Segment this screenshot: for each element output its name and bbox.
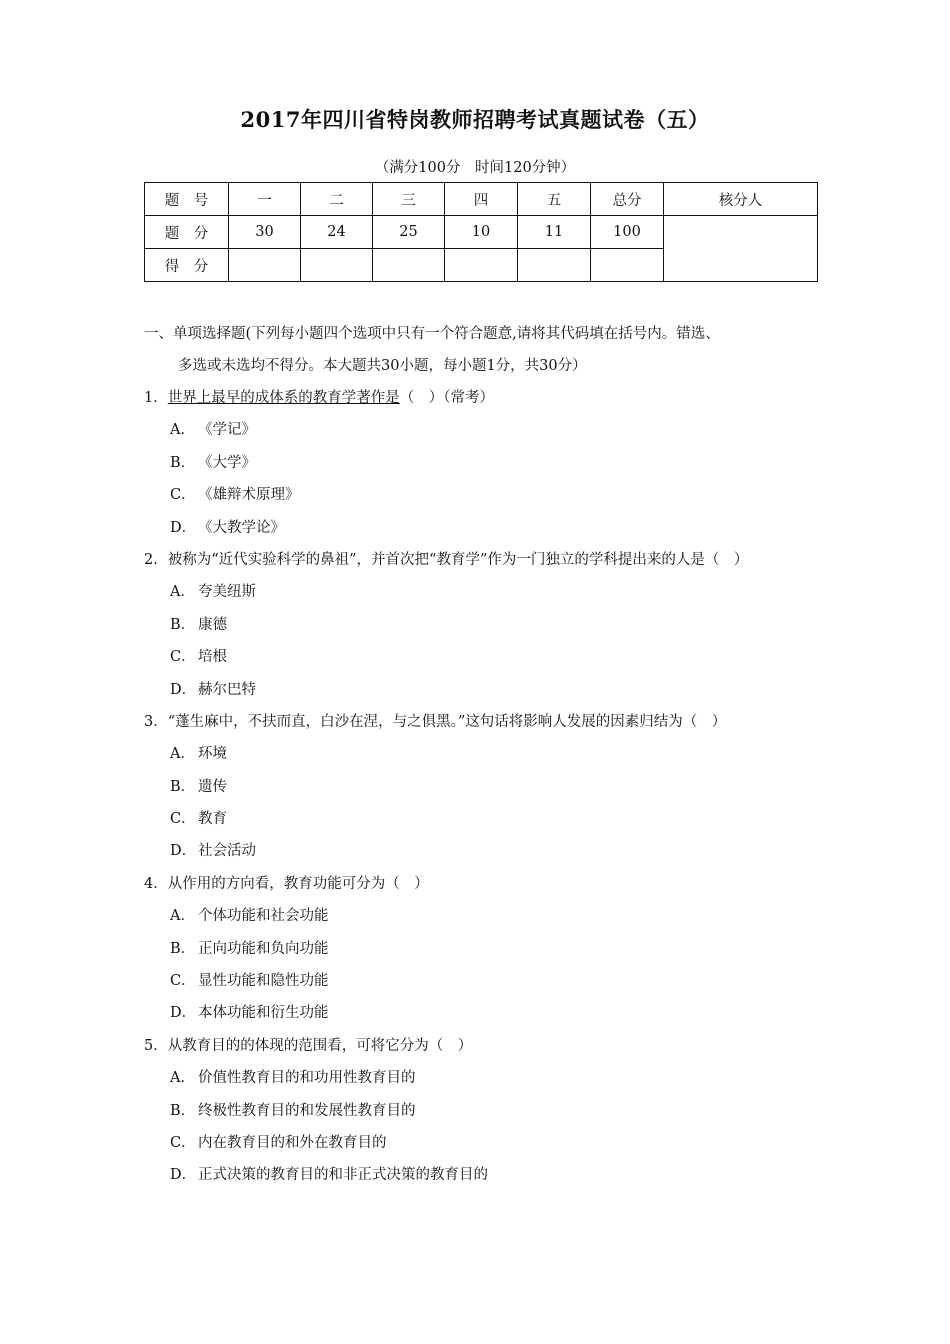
score-entry-cell[interactable] <box>229 249 301 282</box>
option-d[interactable] <box>144 512 824 544</box>
option-text: 价值性教育目的和功用性教育目的 <box>198 1070 416 1087</box>
score-entry-cell[interactable] <box>301 249 373 282</box>
header-cell: 三 <box>373 183 445 216</box>
question-item <box>144 1030 824 1192</box>
option-letter: C． <box>170 973 196 990</box>
points-cell: 25 <box>373 216 445 249</box>
exam-subtitle: （满分100分 时间120分钟） <box>374 160 576 176</box>
section-instructions-line1: 一、单项选择题(下列每小题四个选项中只有一个符合题意,请将其代码填在括号内。错选、 <box>144 326 720 342</box>
option-text: 遗传 <box>198 778 227 795</box>
score-label-cell: 得 分 <box>145 249 229 282</box>
option-a[interactable] <box>144 576 824 608</box>
score-entry-cell[interactable] <box>591 249 664 282</box>
option-c[interactable] <box>144 1127 824 1159</box>
option-c[interactable] <box>144 479 824 511</box>
option-b[interactable] <box>144 447 824 479</box>
option-text: 教育 <box>198 811 227 828</box>
question-stem-text: “蓬生麻中，不扶而直，白沙在涅，与之俱黑。”这句话将影响人发展的因素归结为（ ） <box>167 713 727 730</box>
option-text: 赫尔巴特 <box>198 681 256 698</box>
option-text: 个体功能和社会功能 <box>198 908 329 925</box>
question-list <box>144 382 824 1192</box>
header-cell: 总分 <box>591 183 664 216</box>
option-b[interactable] <box>144 933 824 965</box>
score-entry-cell[interactable] <box>373 249 445 282</box>
points-cell: 11 <box>518 216 591 249</box>
option-b[interactable] <box>144 1095 824 1127</box>
option-a[interactable] <box>144 414 824 446</box>
option-a[interactable] <box>144 738 824 770</box>
question-item <box>144 382 824 544</box>
header-cell: 四 <box>445 183 518 216</box>
question-item <box>144 868 824 1030</box>
option-d[interactable] <box>144 997 824 1029</box>
option-letter: C． <box>170 487 196 504</box>
points-cell: 10 <box>445 216 518 249</box>
option-text: 环境 <box>198 746 227 763</box>
option-c[interactable] <box>144 965 824 997</box>
option-d[interactable] <box>144 1159 824 1191</box>
option-c[interactable] <box>144 641 824 673</box>
points-cell: 题 分 <box>145 216 229 249</box>
option-text: 康德 <box>198 616 227 633</box>
score-table-points-row <box>145 216 818 249</box>
option-letter: A． <box>170 422 195 439</box>
option-letter: B． <box>170 1102 196 1119</box>
option-text: 《大学》 <box>198 454 256 471</box>
option-letter: B． <box>170 616 196 633</box>
question-item <box>144 544 824 706</box>
option-c[interactable] <box>144 803 824 835</box>
option-d[interactable] <box>144 674 824 706</box>
option-b[interactable] <box>144 609 824 641</box>
option-letter: C． <box>170 811 196 828</box>
option-letter: C． <box>170 1134 196 1151</box>
header-cell: 核分人 <box>664 183 818 216</box>
option-a[interactable] <box>144 1062 824 1094</box>
question-item <box>144 706 824 868</box>
option-letter: D． <box>170 843 197 860</box>
question-number: 1． <box>144 390 168 406</box>
option-letter: A． <box>170 908 195 925</box>
points-cell: 24 <box>301 216 373 249</box>
score-table-header-row <box>145 183 818 216</box>
option-letter: B． <box>170 454 196 471</box>
header-cell: 二 <box>301 183 373 216</box>
question-stem <box>144 382 824 414</box>
option-text: 显性功能和隐性功能 <box>198 973 329 990</box>
option-text: 终极性教育目的和发展性教育目的 <box>198 1102 416 1119</box>
reviewer-cell[interactable] <box>664 216 818 282</box>
option-text: 内在教育目的和外在教育目的 <box>198 1134 387 1151</box>
option-d[interactable] <box>144 835 824 867</box>
question-stem <box>144 544 824 576</box>
question-number: 3． <box>144 713 168 730</box>
option-letter: B． <box>170 940 196 957</box>
option-text: 正式决策的教育目的和非正式决策的教育目的 <box>198 1167 488 1184</box>
option-letter: D． <box>170 1005 197 1022</box>
option-text: 《大教学论》 <box>198 519 285 536</box>
question-stem-text: 从教育目的的体现的范围看，可将它分为（ ） <box>167 1037 473 1054</box>
question-stem-text: 从作用的方向看，教育功能可分为（ ） <box>167 875 429 892</box>
option-text: 培根 <box>198 649 227 666</box>
points-cell: 100 <box>591 216 664 249</box>
question-number: 5． <box>144 1037 168 1054</box>
option-text: 《学记》 <box>198 422 256 439</box>
option-letter: B． <box>170 778 196 795</box>
option-text: 本体功能和衍生功能 <box>198 1005 329 1022</box>
score-table <box>144 182 818 282</box>
option-letter: D． <box>170 681 197 698</box>
question-stem-text: （ ）（常考） <box>399 390 494 406</box>
question-stem-underlined: 世界上最早的成体系的教育学著作是 <box>167 390 400 406</box>
section-instructions-line2: 多选或未选均不得分。本大题共30小题，每小题1分，共30分） <box>178 358 587 374</box>
header-cell: 题 号 <box>145 183 229 216</box>
question-number: 2． <box>144 551 168 568</box>
option-text: 《雄辩术原理》 <box>198 487 300 504</box>
option-letter: D． <box>170 519 197 536</box>
option-a[interactable] <box>144 900 824 932</box>
option-letter: A． <box>170 1070 195 1087</box>
option-text: 夸美纽斯 <box>198 584 256 601</box>
option-letter: C． <box>170 649 196 666</box>
question-stem <box>144 706 824 738</box>
score-entry-cell[interactable] <box>445 249 518 282</box>
header-cell: 一 <box>229 183 301 216</box>
question-stem <box>144 1030 824 1062</box>
points-cell: 30 <box>229 216 301 249</box>
section-instructions <box>144 318 824 382</box>
option-b[interactable] <box>144 771 824 803</box>
question-number: 4． <box>144 875 168 892</box>
option-letter: A． <box>170 746 195 763</box>
header-cell: 五 <box>518 183 591 216</box>
option-text: 社会活动 <box>198 843 256 860</box>
question-stem-text: 被称为“近代实验科学的鼻祖”，并首次把“教育学”作为一门独立的学科提出来的人是（ ） <box>167 551 749 568</box>
option-letter: A． <box>170 584 195 601</box>
score-entry-cell[interactable] <box>518 249 591 282</box>
exam-title: 2017年四川省特岗教师招聘考试真题试卷（五） <box>240 107 710 132</box>
option-letter: D． <box>170 1167 197 1184</box>
question-stem <box>144 868 824 900</box>
option-text: 正向功能和负向功能 <box>198 940 329 957</box>
